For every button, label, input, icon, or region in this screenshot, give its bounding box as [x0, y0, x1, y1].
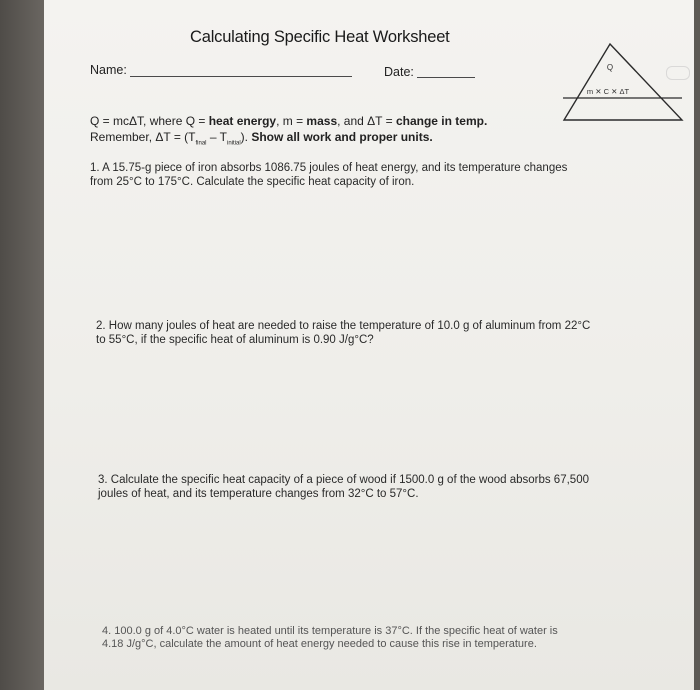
question-4-line-1: 4. 100.0 g of 4.0°C water is heated until its temperature is 37°C. If the specific heat of water is	[102, 625, 558, 637]
worksheet-title: Calculating Specific Heat Worksheet	[190, 28, 450, 46]
question-4-line-2: 4.18 J/g°C, calculate the amount of heat energy needed to cause this rise in temperature.	[102, 638, 537, 650]
formula-text: , and ΔT =	[337, 114, 396, 128]
formula-triangle	[560, 42, 690, 124]
question-2	[96, 320, 590, 347]
formula-line-2	[90, 130, 433, 146]
formula-bold-text: mass	[306, 114, 338, 128]
background-edge	[0, 0, 44, 690]
instruction-bold: Show all work and proper units.	[251, 130, 433, 144]
question-3-line-1: 3. Calculate the specific heat capacity of a piece of wood if 1500.0 g of the wood absorbs 67,500	[98, 474, 589, 486]
worksheet-page	[44, 0, 694, 690]
formula-bold-text: change in temp.	[395, 114, 488, 128]
subscript-final: final	[195, 140, 207, 147]
formula-bold-text: heat energy	[208, 114, 277, 128]
subscript-initial: initial	[226, 140, 241, 147]
scan-artifact	[666, 66, 690, 80]
question-2-line-2: to 55°C, if the specific heat of aluminum is 0.90 J/g°C?	[96, 333, 374, 346]
question-2-line-1: 2. How many joules of heat are needed to raise the temperature of 10.0 g of aluminum from 22°C	[96, 320, 591, 332]
formula-text: ).	[240, 130, 252, 144]
question-3	[98, 474, 589, 501]
formula-text: , m =	[276, 114, 307, 128]
triangle-outline	[564, 44, 682, 120]
formula-text: Q = mcΔT, where Q =	[90, 114, 209, 128]
name-field-line[interactable]	[130, 76, 352, 77]
question-1	[90, 162, 567, 189]
triangle-bottom-text: m ✕ C ✕ ΔT	[586, 87, 630, 96]
question-1-line-2: from 25°C to 175°C. Calculate the specific heat capacity of iron.	[90, 175, 415, 188]
date-label: Date:	[384, 65, 414, 79]
formula-text: Remember, ΔT = (T	[90, 130, 196, 144]
formula-text: – T	[206, 130, 227, 144]
date-field-line[interactable]	[417, 77, 475, 78]
formula-line-1	[90, 114, 487, 128]
question-1-line-1: 1. A 15.75-g piece of iron absorbs 1086.75 joules of heat energy, and its temperature changes	[90, 162, 568, 174]
question-4	[102, 625, 558, 651]
triangle-top-text: Q	[606, 63, 614, 72]
name-label: Name:	[90, 63, 127, 77]
question-3-line-2: joules of heat, and its temperature changes from 32°C to 57°C.	[98, 487, 419, 500]
